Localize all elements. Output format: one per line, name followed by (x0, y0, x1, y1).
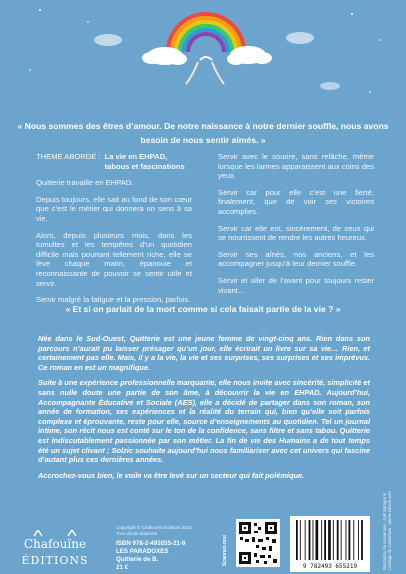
theme-block (36, 152, 192, 171)
rainbow-icon (168, 14, 244, 52)
barcode-digits: 9 782493 655219 (302, 563, 358, 570)
clouds-icon (94, 32, 340, 90)
synopsis-paragraph: Née dans le Sud-Ouest, Quitterie est une jeune femme de vingt-cinq ans. Rien dans son parcours n’aurait pu laisser présager qu’un jour, elle écrirait un livre sur sa vie… Rien, et certainement pas elle. Mais, il y a la vie, la vie et ses surprises, ses surprises et ses imprévus. Ce roman en est un magnifique. (38, 334, 370, 372)
collection-name: LES PARADOXES (116, 548, 169, 555)
price: 21 € (116, 564, 129, 571)
credits-line: Lettrage de couverture : pierre-edition.com (387, 490, 393, 570)
barcode-bars (290, 516, 370, 572)
author-name: Quitterie de B. (116, 556, 159, 563)
left-paragraph: Depuis toujours, elle sait au fond de son cœur que c’est le métier qui donnera un sens à sa vie. (36, 194, 192, 223)
isbn-number: ISBN 978-2-493655-21-9 (116, 540, 186, 547)
publisher-logo-editions: ÉDITIONS (21, 554, 89, 567)
synopsis (38, 334, 370, 486)
middle-quote: « Et si on parlait de la mort comme si cela faisait partie de la vie ? » (65, 304, 341, 314)
theme-label: THEME ABORDÉ : (36, 152, 101, 161)
qr-code (236, 519, 280, 567)
publisher-logo (20, 530, 90, 570)
left-column (36, 152, 192, 312)
left-paragraph: Alors, depuis plusieurs mois, dans les tumultes et les tempêtes d’un quotidien difficile mais pourtant tellement riche, elle se lève chaque matin, épanouie et reconnaissante de pouvoir se sentir utile et servir. (36, 230, 192, 288)
right-paragraph: Servir et aller de l’avant pour toujours rester vivant… (218, 275, 374, 295)
left-paragraph: Quitterie travaille en EHPAD. (36, 178, 134, 188)
hands-icon (186, 57, 224, 84)
scan-label: Scannez-moi (222, 535, 228, 566)
cover-credits (382, 491, 393, 570)
right-column (218, 152, 374, 302)
theme-title: La vie en EHPAD, tabous et fascinations (104, 152, 185, 171)
synopsis-paragraph: Suite à une expérience professionnelle marquante, elle nous invite avec sincérité, simplicité et sans nulle doute une partie de son âme, à découvrir la vie en EHPAD. Aujourd’hui, Accompagnante Éducative et Sociale (AES), elle a décidé de partager dans son roman, son année de formation, ses expériences et la réalité du terrain qui, bien qu’elle soit parfois complexe et éprouvante, reste pour elle, source d’enseignements au quotidien. Tel un journal intime, son récit nous est conté sur le ton de la confidence, sans filtre et sans tabou. Quitterie est indiscutablement passionnée par son métier. La fin de vie des Humains a de tout temps été un sujet clivant ; Solzic souhaite aujourd’hui nous familiariser avec cet univers qui fascine d’autant plus ces dernières années. (38, 378, 370, 465)
barcode (290, 516, 370, 572)
isbn-block (116, 540, 185, 572)
publisher-logo-name: Chafouïne (23, 537, 87, 551)
headline-quote: « Nous sommes des êtres d’amour. De notre naissance à notre dernier souffle, nous avons besoin de nous sentir aimés. » (17, 121, 389, 145)
left-paragraph: Servir malgré la fatigue et la pression, parfois. (36, 295, 191, 305)
copyright-line: Tous droits réservés (116, 531, 158, 536)
cover-illustration (0, 0, 406, 110)
synopsis-paragraph: Accrochez-vous bien, le voile va être levé sur un secteur qui fait polémique. (38, 470, 305, 480)
credits-line: Illustration de couverture : Joël Baragré & (382, 492, 387, 570)
right-paragraph: Servir car elle est, sincèrement, de ceux qui se nourrissent de rendre les autres heureux. (218, 223, 374, 243)
right-paragraph: Servir ses aînés, nos anciens, et les accompagner jusqu’à leur dernier souffle. (218, 249, 374, 269)
right-paragraph: Servir car pour elle c’est une fierté, finalement, que de voir ses victoires accomplies. (218, 187, 374, 216)
right-paragraph: Servir avec le sourire, sans relâche, même lorsque les larmes apparaissent aux coins des yeux. (218, 152, 374, 181)
copyright-line: Copyright © Chafouïne Éditions 2023 (116, 525, 192, 530)
copyright (116, 525, 192, 537)
